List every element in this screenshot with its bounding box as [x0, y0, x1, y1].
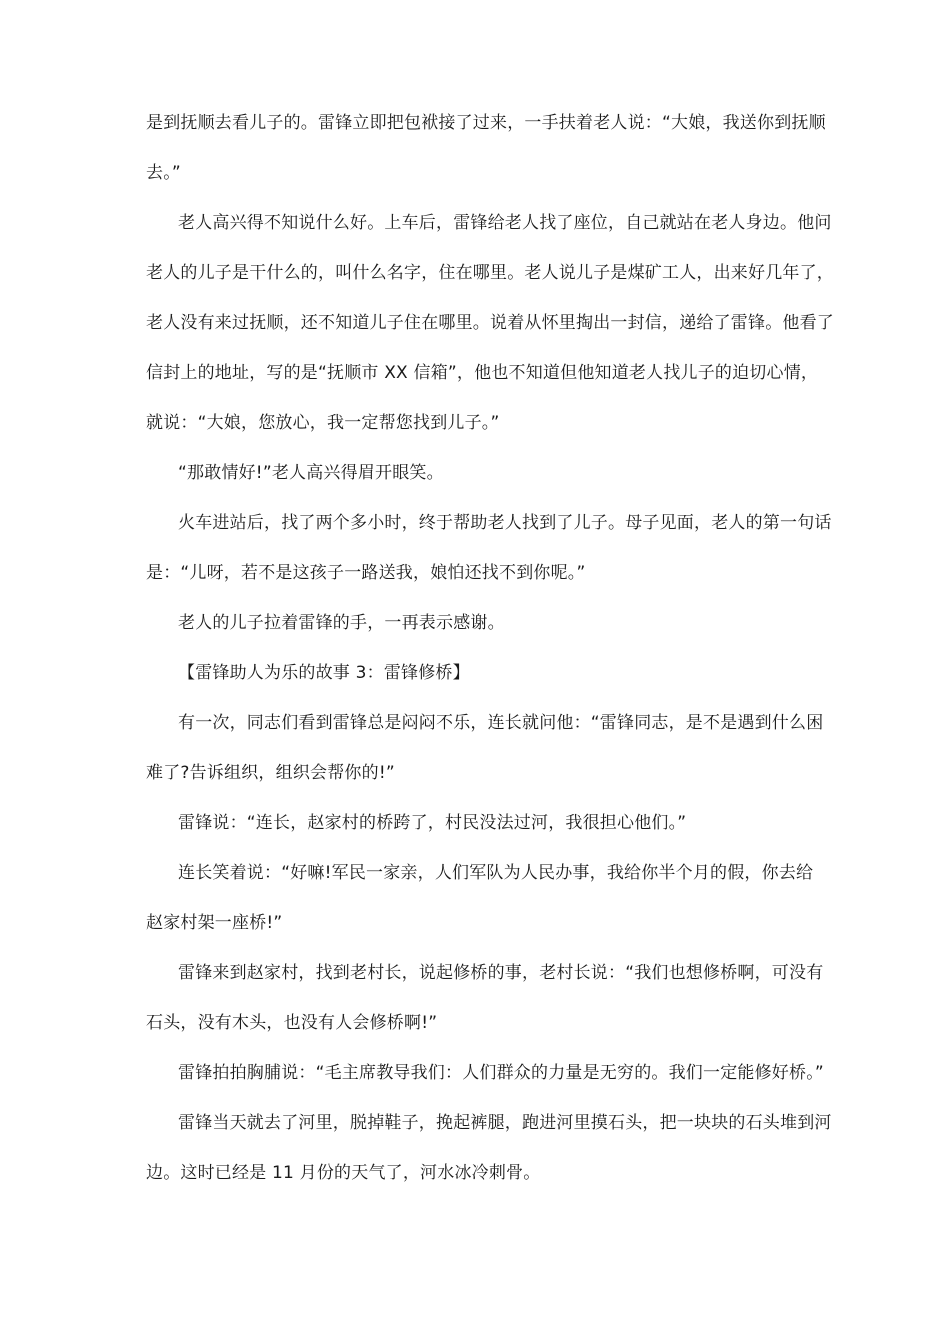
section-heading: 【雷锋助人为乐的故事 3：雷锋修桥】	[178, 663, 470, 683]
paragraph-line: 老人的儿子是干什么的，叫什么名字，住在哪里。老人说儿子是煤矿工人，出来好几年了，	[146, 263, 834, 283]
paragraph-line: 老人高兴得不知说什么好。上车后，雷锋给老人找了座位，自己就站在老人身边。他问	[178, 213, 832, 233]
paragraph-line: 去。”	[146, 163, 181, 183]
paragraph-line: 有一次，同志们看到雷锋总是闷闷不乐，连长就问他：“雷锋同志，是不是遇到什么困	[178, 713, 824, 733]
paragraph-line: 信封上的地址，写的是“抚顺市 XX 信箱”，他也不知道但他知道老人找儿子的迫切心情，	[146, 363, 819, 383]
paragraph-line: 火车进站后，找了两个多小时，终于帮助老人找到了儿子。母子见面，老人的第一句话	[178, 513, 832, 533]
paragraph-line: 雷锋来到赵家村，找到老村长，说起修桥的事，老村长说：“我们也想修桥啊，可没有	[178, 963, 824, 983]
paragraph-line: 雷锋说：“连长，赵家村的桥跨了，村民没法过河，我很担心他们。”	[178, 813, 687, 833]
paragraph-line: 是到抚顺去看儿子的。雷锋立即把包袱接了过来，一手扶着老人说：“大娘，我送你到抚顺	[146, 113, 826, 133]
paragraph-line: 边。这时已经是 11 月份的天气了，河水冰冷刺骨。	[146, 1163, 541, 1183]
paragraph-line: 老人没有来过抚顺，还不知道儿子住在哪里。说着从怀里掏出一封信，递给了雷锋。他看了	[146, 313, 834, 333]
paragraph-line: 雷锋当天就去了河里，脱掉鞋子，挽起裤腿，跑进河里摸石头，把一块块的石头堆到河	[178, 1113, 832, 1133]
paragraph-line: 是：“儿呀，若不是这孩子一路送我，娘怕还找不到你呢。”	[146, 563, 586, 583]
paragraph-line: 难了?告诉组织，组织会帮你的!”	[146, 763, 395, 783]
paragraph-line: 老人的儿子拉着雷锋的手，一再表示感谢。	[178, 613, 505, 633]
paragraph-line: 连长笑着说：“好嘛!军民一家亲，人们军队为人民办事，我给你半个月的假，你去给	[178, 863, 814, 883]
paragraph-line: 赵家村架一座桥!”	[146, 913, 283, 933]
paragraph-line: 就说：“大娘，您放心，我一定帮您找到儿子。”	[146, 413, 500, 433]
paragraph-line: 雷锋拍拍胸脯说：“毛主席教导我们：人们群众的力量是无穷的。我们一定能修好桥。”	[178, 1063, 824, 1083]
paragraph-line: “那敢情好!”老人高兴得眉开眼笑。	[178, 463, 444, 483]
paragraph-line: 石头，没有木头，也没有人会修桥啊!”	[146, 1013, 438, 1033]
